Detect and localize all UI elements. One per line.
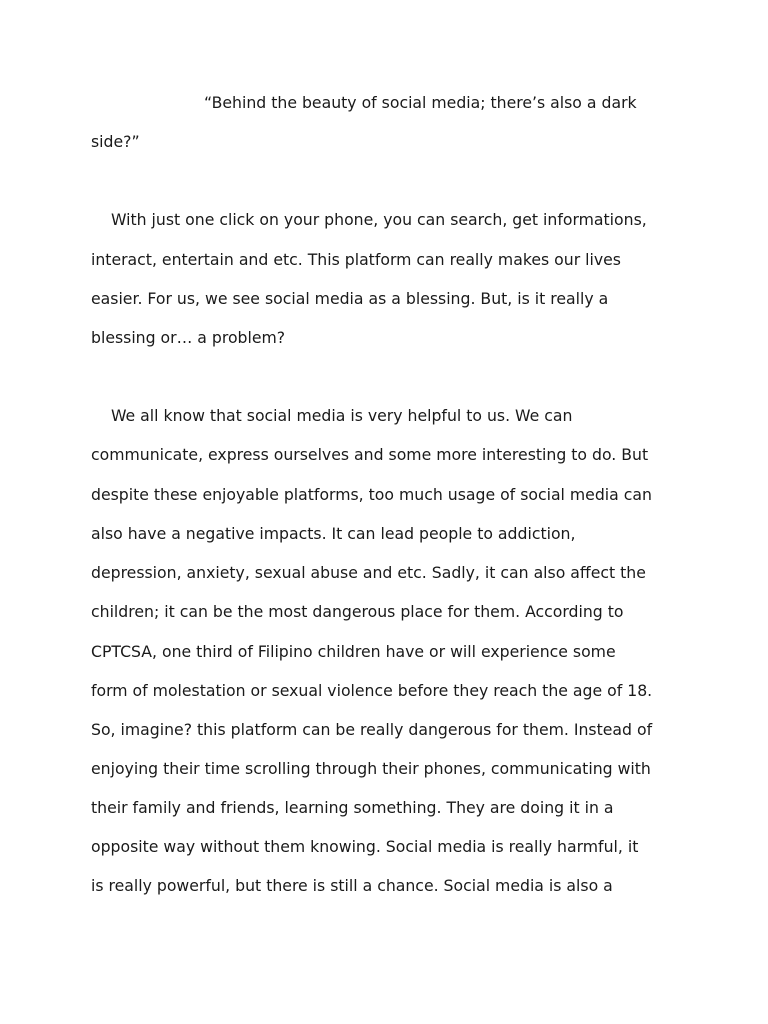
paragraph-2-line: despite these enjoyable platforms, too much usage of social media can xyxy=(91,485,652,504)
paragraph-2-line: form of molestation or sexual violence before they reach the age of 18. xyxy=(91,681,653,700)
paragraph-2-line: CPTCSA, one third of Filipino children have or will experience some xyxy=(91,642,616,661)
paragraph-1-line: interact, entertain and etc. This platform can really makes our lives xyxy=(91,250,621,269)
paragraph-2-line: communicate, express ourselves and some more interesting to do. But xyxy=(91,445,649,464)
paragraph-2-line: So, imagine? this platform can be really dangerous for them. Instead of xyxy=(91,720,653,739)
paragraph-2-line: their family and friends, learning something. They are doing it in a xyxy=(91,798,614,817)
title-line-2: side?” xyxy=(91,132,140,151)
paragraph-2-line: opposite way without them knowing. Social media is really harmful, it xyxy=(91,837,639,856)
paragraph-1-line: easier. For us, we see social media as a blessing. But, is it really a xyxy=(91,289,609,308)
paragraph-2-line: is really powerful, but there is still a chance. Social media is also a xyxy=(91,876,613,895)
paragraph-1-line: blessing or… a problem? xyxy=(91,328,286,347)
paragraph-2-line: depression, anxiety, sexual abuse and etc. Sadly, it can also affect the xyxy=(91,563,646,582)
paragraph-2-line: enjoying their time scrolling through their phones, communicating with xyxy=(91,759,651,778)
paragraph-2-line: also have a negative impacts. It can lead people to addiction, xyxy=(91,524,576,543)
paragraph-2-line: We all know that social media is very helpful to us. We can xyxy=(91,406,573,425)
title-line-1: “Behind the beauty of social media; there’s also a dark xyxy=(204,93,637,112)
paragraph-1-line: With just one click on your phone, you can search, get informations, xyxy=(91,210,647,229)
paragraph-2-line: children; it can be the most dangerous place for them. According to xyxy=(91,602,624,621)
